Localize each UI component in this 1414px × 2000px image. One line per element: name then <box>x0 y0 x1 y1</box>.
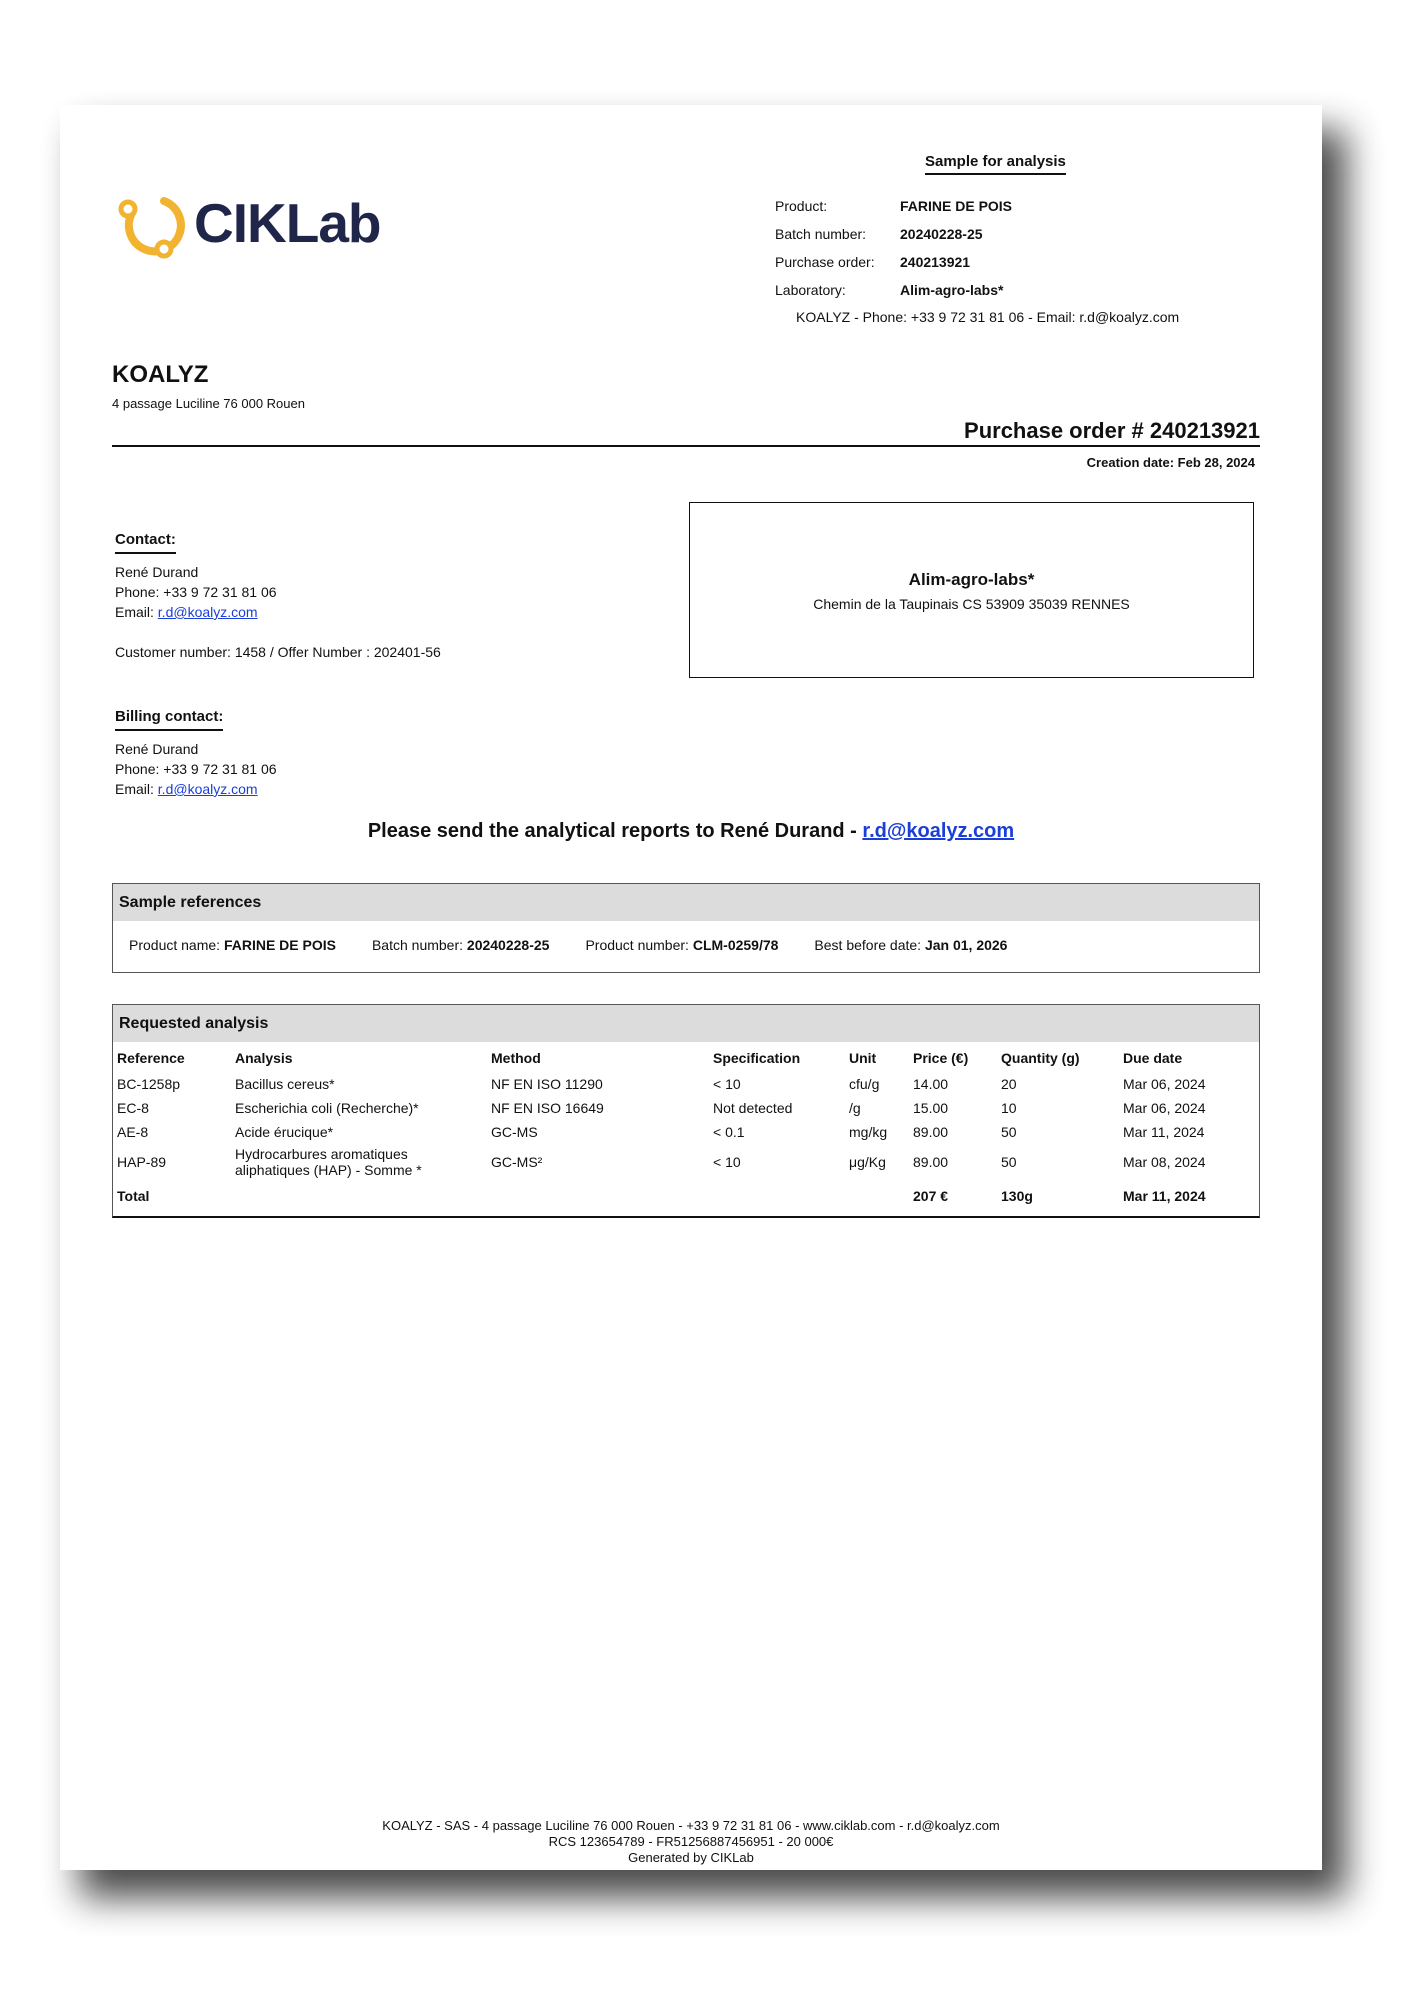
customer-number: Customer number: 1458 / Offer Number : 202401-56 <box>115 644 441 660</box>
header-divider <box>112 445 1260 447</box>
cell: 89.00 <box>913 1154 949 1170</box>
requested-analysis-title: Requested analysis <box>113 1005 1259 1042</box>
laboratory-box <box>689 502 1254 678</box>
cell: μg/Kg <box>849 1154 886 1170</box>
column-header: Method <box>491 1050 541 1066</box>
footer <box>60 1818 1322 1866</box>
company-name: KOALYZ <box>112 361 209 388</box>
send-reports-email-link[interactable]: r.d@koalyz.com <box>862 820 1015 842</box>
total-price: 207 € <box>913 1188 949 1204</box>
cell: 89.00 <box>913 1124 949 1140</box>
footer-line: Generated by CIKLab <box>628 1850 754 1865</box>
analysis-table <box>113 1042 1259 1208</box>
sample-label: Batch number: <box>775 226 867 242</box>
billing-contact-label: Billing contact: <box>115 707 223 731</box>
sample-row-purchase-order <box>775 248 1012 276</box>
table-row <box>113 1072 1259 1096</box>
column-header: Quantity (g) <box>1001 1050 1080 1066</box>
cell: AE-8 <box>117 1124 149 1140</box>
cell: 20 <box>1001 1076 1017 1092</box>
sample-label: Laboratory: <box>775 282 846 298</box>
sample-value: FARINE DE POIS <box>900 198 1013 214</box>
billing-email-prefix: Email: <box>115 781 158 797</box>
table-row <box>113 1144 1259 1180</box>
analysis-header-row <box>113 1042 1259 1072</box>
ref-product-name: Product name: FARINE DE POIS <box>129 937 336 953</box>
cell: NF EN ISO 16649 <box>491 1100 604 1116</box>
billing-name: René Durand <box>115 741 199 757</box>
cell: GC-MS <box>491 1124 538 1140</box>
cell: < 10 <box>713 1076 741 1092</box>
column-header: Specification <box>713 1050 801 1066</box>
total-due-date: Mar 11, 2024 <box>1123 1188 1206 1204</box>
column-header: Unit <box>849 1050 877 1066</box>
ref-product-number: Product number: CLM-0259/78 <box>585 937 779 953</box>
billing-email-link[interactable]: r.d@koalyz.com <box>157 781 258 797</box>
send-reports-text: Please send the analytical reports to René Durand - <box>367 820 863 842</box>
logo-wordmark: CIKLab <box>194 192 381 254</box>
contact-email-prefix: Email: <box>115 604 158 620</box>
column-header: Reference <box>117 1050 185 1066</box>
contact-block <box>115 529 441 799</box>
sample-row-batch <box>775 220 1012 248</box>
laboratory-name: Alim-agro-labs* <box>908 570 1035 589</box>
cell: mg/kg <box>849 1124 888 1140</box>
sample-label: Purchase order: <box>775 254 875 270</box>
logo-ring-icon <box>112 187 192 267</box>
sample-references-row <box>113 921 1259 953</box>
ref-batch-number: Batch number: 20240228-25 <box>371 937 550 953</box>
send-reports-line <box>60 820 1322 843</box>
creation-date: Creation date: Feb 28, 2024 <box>1086 455 1255 470</box>
footer-line: KOALYZ - SAS - 4 passage Luciline 76 000 Rouen - +33 9 72 31 81 06 - www.ciklab.com - r.d@koalyz.com <box>382 1818 1000 1833</box>
cell: < 10 <box>713 1154 741 1170</box>
total-quantity: 130g <box>1001 1188 1033 1204</box>
sample-row-laboratory <box>775 276 1012 304</box>
sample-references-section <box>112 883 1260 973</box>
cell: BC-1258p <box>117 1076 181 1092</box>
contact-label: Contact: <box>115 530 176 554</box>
cell: < 0.1 <box>713 1124 745 1140</box>
cell: GC-MS² <box>491 1154 543 1170</box>
cell: 15.00 <box>913 1100 949 1116</box>
contact-email-row <box>115 602 441 622</box>
sample-contact-line: KOALYZ - Phone: +33 9 72 31 81 06 - Email: r.d@koalyz.com <box>796 309 1180 325</box>
billing-email-row <box>115 779 441 799</box>
total-row <box>113 1180 1259 1208</box>
purchase-order-title: Purchase order # 240213921 <box>964 418 1260 443</box>
cell: cfu/g <box>849 1076 880 1092</box>
ciklab-logo <box>112 187 382 267</box>
sample-row-product <box>775 192 1012 220</box>
sample-value: 20240228-25 <box>900 226 983 242</box>
cell: Acide érucique* <box>235 1124 334 1140</box>
laboratory-address: Chemin de la Taupinais CS 53909 35039 RENNES <box>813 596 1130 612</box>
footer-line: RCS 123654789 - FR51256887456951 - 20 000€ <box>548 1834 834 1849</box>
sample-label: Product: <box>775 198 828 214</box>
document-page <box>60 105 1322 1870</box>
requested-analysis-section <box>112 1004 1260 1218</box>
contact-name: René Durand <box>115 564 199 580</box>
contact-email-link[interactable]: r.d@koalyz.com <box>157 604 258 620</box>
ref-best-before: Best before date: Jan 01, 2026 <box>814 937 1008 953</box>
column-header: Due date <box>1123 1050 1183 1066</box>
billing-phone: Phone: +33 9 72 31 81 06 <box>115 761 277 777</box>
sample-box <box>775 192 1012 304</box>
cell: Not detected <box>713 1100 793 1116</box>
cell: 50 <box>1001 1124 1017 1140</box>
sample-value: Alim-agro-labs* <box>900 282 1004 298</box>
company-address: 4 passage Luciline 76 000 Rouen <box>112 396 305 411</box>
cell: HAP-89 <box>117 1154 167 1170</box>
cell: Mar 11, 2024 <box>1123 1124 1205 1140</box>
cell: NF EN ISO 11290 <box>491 1076 603 1092</box>
total-label: Total <box>117 1188 150 1204</box>
table-row <box>113 1120 1259 1144</box>
cell: EC-8 <box>117 1100 149 1116</box>
cell: Mar 06, 2024 <box>1123 1100 1206 1116</box>
cell: /g <box>849 1100 861 1116</box>
cell: Mar 06, 2024 <box>1123 1076 1206 1092</box>
sample-references-title: Sample references <box>113 884 1259 921</box>
cell: 14.00 <box>913 1076 949 1092</box>
contact-phone: Phone: +33 9 72 31 81 06 <box>115 584 277 600</box>
column-header: Analysis <box>235 1050 293 1066</box>
cell: 50 <box>1001 1154 1017 1170</box>
cell: 10 <box>1001 1100 1017 1116</box>
column-header: Price (€) <box>913 1050 969 1066</box>
cell: Mar 08, 2024 <box>1123 1154 1206 1170</box>
sample-box-title: Sample for analysis <box>925 153 1066 175</box>
table-row <box>113 1096 1259 1120</box>
cell: Bacillus cereus* <box>235 1076 335 1092</box>
cell: Escherichia coli (Recherche)* <box>235 1100 419 1116</box>
cell: Hydrocarbures aromatiques aliphatiques (HAP) - Somme * <box>235 1146 422 1178</box>
sample-value: 240213921 <box>900 254 971 270</box>
